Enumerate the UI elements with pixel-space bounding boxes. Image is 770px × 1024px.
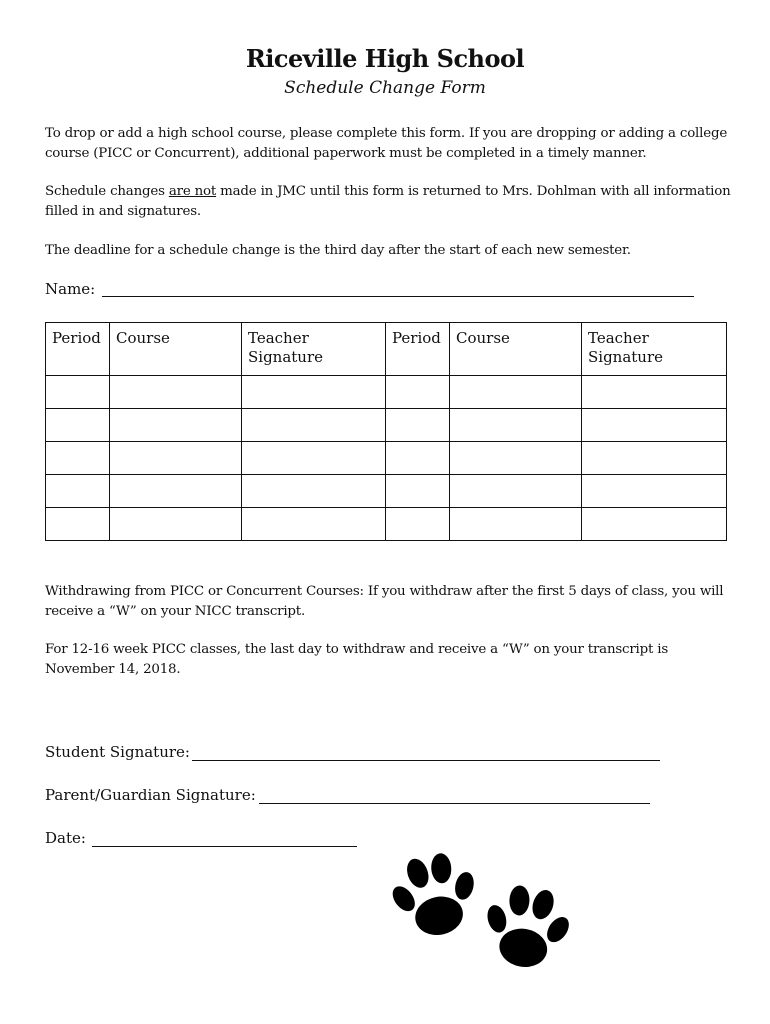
deadline-withdraw-paragraph: For 12-16 week PICC classes, the last day to withdraw and receive a “W” on your transcript is November 14, 2018. bbox=[45, 642, 668, 677]
table-cell[interactable] bbox=[110, 475, 242, 508]
table-cell[interactable] bbox=[386, 376, 450, 409]
date-label: Date: bbox=[45, 829, 86, 847]
table-cell[interactable] bbox=[110, 376, 242, 409]
form-title: Schedule Change Form bbox=[284, 78, 486, 98]
table-cell[interactable] bbox=[450, 475, 582, 508]
student-signature-label: Student Signature: bbox=[45, 743, 190, 761]
notice-text-start: Schedule changes bbox=[45, 184, 169, 199]
col-header-period-2: Period bbox=[386, 323, 450, 376]
col-header-period: Period bbox=[46, 323, 110, 376]
table-header-row bbox=[46, 323, 727, 376]
table-cell[interactable] bbox=[46, 376, 110, 409]
col-header-teacher-signature-2: Teacher Signature bbox=[582, 323, 727, 376]
col-header-course: Course bbox=[110, 323, 242, 376]
table-cell[interactable] bbox=[450, 442, 582, 475]
name-label: Name: bbox=[45, 280, 96, 298]
schedule-table bbox=[45, 322, 727, 541]
parent-signature-line[interactable] bbox=[259, 803, 650, 804]
table-cell[interactable] bbox=[46, 442, 110, 475]
table-cell[interactable] bbox=[386, 409, 450, 442]
student-signature-field bbox=[45, 743, 190, 761]
school-title: Riceville High School bbox=[245, 44, 525, 73]
table-row bbox=[46, 376, 727, 409]
col-header-teacher-signature: Teacher Signature bbox=[242, 323, 386, 376]
table-cell[interactable] bbox=[582, 409, 727, 442]
table-cell[interactable] bbox=[242, 376, 386, 409]
notice-paragraph bbox=[45, 182, 735, 221]
table-cell[interactable] bbox=[450, 508, 582, 541]
notice-emphasis: are not bbox=[168, 184, 217, 199]
table-cell[interactable] bbox=[582, 442, 727, 475]
notice-text-end: made in JMC until this form is returned to Mrs. Dohlman with all information filled in and signatures. bbox=[45, 184, 731, 219]
table-cell[interactable] bbox=[46, 409, 110, 442]
table-cell[interactable] bbox=[46, 508, 110, 541]
parent-signature-label: Parent/Guardian Signature: bbox=[45, 786, 256, 804]
col-header-course-2: Course bbox=[450, 323, 582, 376]
name-input-line[interactable] bbox=[102, 296, 694, 297]
table-cell[interactable] bbox=[242, 508, 386, 541]
table-row bbox=[46, 409, 727, 442]
table-cell[interactable] bbox=[110, 508, 242, 541]
table-cell[interactable] bbox=[386, 442, 450, 475]
table-row bbox=[46, 508, 727, 541]
table-cell[interactable] bbox=[242, 409, 386, 442]
date-line[interactable] bbox=[92, 846, 357, 847]
table-cell[interactable] bbox=[582, 508, 727, 541]
table-cell[interactable] bbox=[582, 376, 727, 409]
intro-paragraph: To drop or add a high school course, please complete this form. If you are dropping or adding a college course (PICC or Concurrent), additional paperwork must be completed in a timely manner. bbox=[45, 126, 728, 161]
date-field bbox=[45, 829, 86, 847]
table-cell[interactable] bbox=[450, 376, 582, 409]
table-cell[interactable] bbox=[450, 409, 582, 442]
table-cell[interactable] bbox=[110, 409, 242, 442]
parent-signature-field bbox=[45, 786, 256, 804]
paw-print-icon bbox=[476, 879, 575, 975]
table-row bbox=[46, 442, 727, 475]
paw-print-icon bbox=[385, 846, 487, 944]
table-cell[interactable] bbox=[242, 475, 386, 508]
table-row bbox=[46, 475, 727, 508]
paw-prints-icon bbox=[385, 838, 575, 978]
student-signature-line[interactable] bbox=[192, 760, 660, 761]
withdraw-paragraph: Withdrawing from PICC or Concurrent Courses: If you withdraw after the first 5 days of class, you will receive a “W” on your NICC transcript. bbox=[45, 584, 724, 619]
table-cell[interactable] bbox=[46, 475, 110, 508]
table-cell[interactable] bbox=[582, 475, 727, 508]
table-cell[interactable] bbox=[110, 442, 242, 475]
deadline-paragraph: The deadline for a schedule change is the third day after the start of each new semester. bbox=[45, 243, 631, 258]
table-cell[interactable] bbox=[242, 442, 386, 475]
table-cell[interactable] bbox=[386, 475, 450, 508]
name-field bbox=[45, 280, 95, 298]
table-cell[interactable] bbox=[386, 508, 450, 541]
